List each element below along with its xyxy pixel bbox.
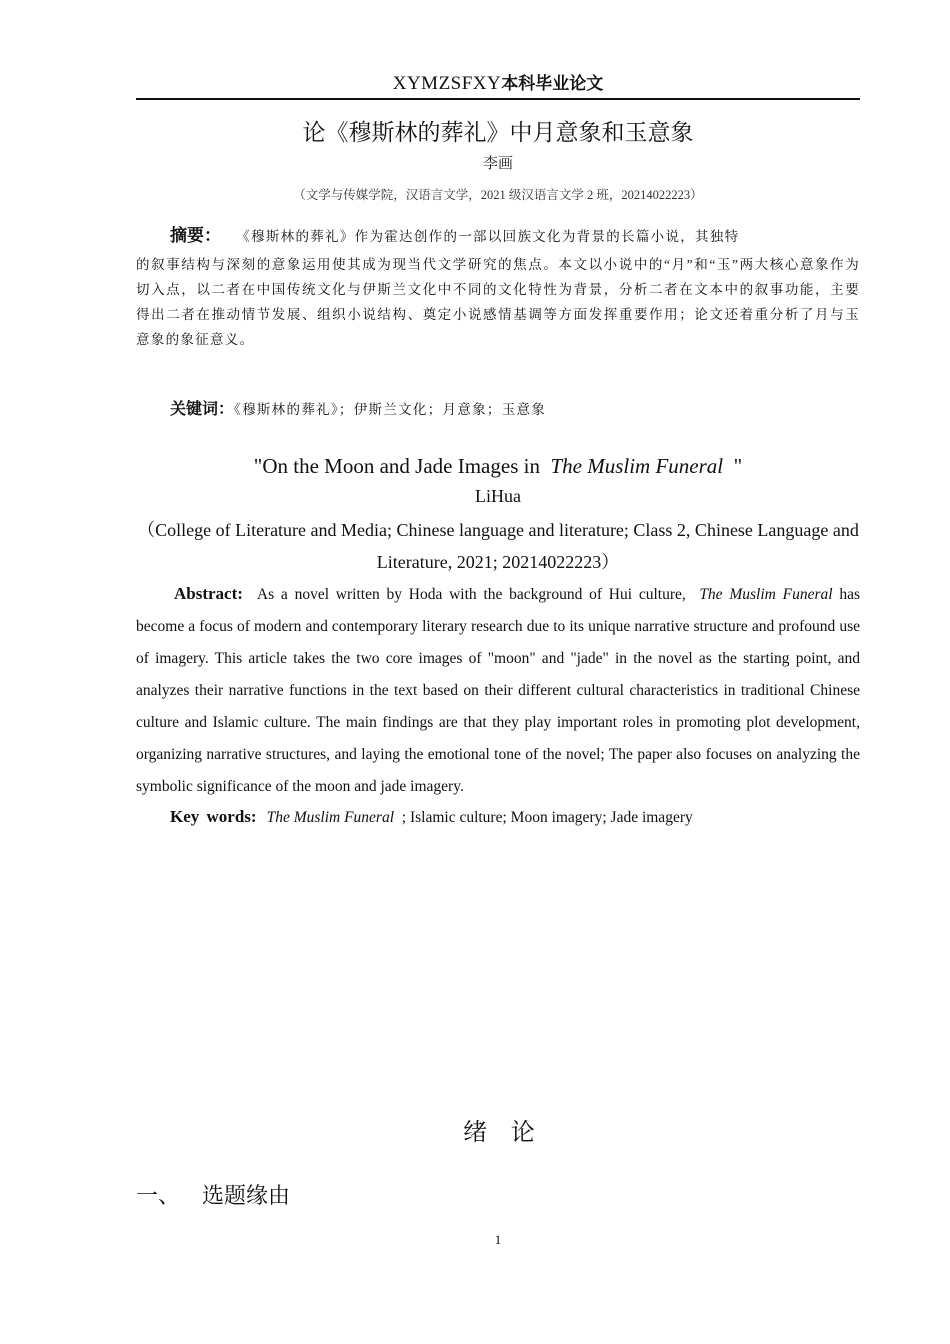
header-rule	[136, 98, 860, 100]
subsection-title: 选题缘由	[202, 1184, 291, 1209]
header-suffix: 本科毕业论文	[501, 74, 604, 94]
english-title-suffix: "	[733, 454, 743, 478]
paper-title: 论《穆斯林的葬礼》中月意象和玉意象	[302, 120, 694, 146]
chinese-abstract-first-line	[136, 224, 860, 249]
english-title-italic: The Muslim Funeral	[550, 454, 724, 478]
english-abstract-body: has become a focus of modern and contemporary literary research due to its unique narrative structure and profound use of imagery. This article takes the two core images of "moon" and "jade" in the novel as the starting point, and analyzes their narrative functions in the text based on their different cultural characteristics in traditional Chinese culture and Islamic culture. The main findings are that they play important roles in promoting plot development, organizing narrative structures, and laying the emotional tone of the novel; The paper also focuses on analyzing the symbolic significance of the moon and jade imagery.	[136, 586, 861, 795]
english-title	[136, 450, 860, 482]
chinese-abstract-body: 的叙事结构与深刻的意象运用使其成为现当代文学研究的焦点。本文以小说中的“月”和“玉”两大核心意象作为切入点，以二者在中国传统文化与伊斯兰文化中不同的文化特性为背景，分析二者在文本中的叙事功能，主要得出二者在推动情节发展、组织小说结构、奠定小说感情基调等方面发挥重要作用；论文还着重分析了月与玉意象的象征意义。	[136, 257, 860, 347]
english-keywords-label: Key words:	[170, 807, 257, 826]
subsection-heading	[136, 1180, 290, 1214]
english-author: LiHua	[475, 486, 521, 506]
page-number: 1	[494, 1232, 502, 1247]
english-keywords	[170, 802, 693, 833]
subsection-number: 一、	[136, 1184, 181, 1209]
chinese-keywords-text: 《穆斯林的葬礼》；伊斯兰文化；月意象；玉意象	[234, 402, 547, 417]
english-abstract-lead: As a novel written by Hoda with the background of Hui culture,	[256, 586, 686, 603]
english-title-prefix: "On the Moon and Jade Images in	[253, 454, 540, 478]
header-code: XYMZSFXY	[392, 73, 502, 94]
running-header	[136, 70, 860, 98]
chinese-abstract-lead: 《穆斯林的葬礼》作为霍达创作的一部以回族文化为背景的长篇小说，其独特	[243, 229, 740, 244]
chinese-keywords-label: 关键词：	[170, 399, 235, 418]
english-affiliation: （College of Literature and Media; Chinese language and literature; Class 2, Chinese Language and Literature, 2021; 20214022223）	[137, 520, 859, 572]
author-affiliation: （文学与传媒学院，汉语言文学，2021 级汉语言文学 2 班，20214022223）	[293, 188, 703, 202]
section-title: 绪 论	[463, 1118, 543, 1146]
english-abstract-label: Abstract:	[174, 584, 243, 603]
chinese-abstract	[136, 224, 860, 352]
english-keywords-rest: ; Islamic culture; Moon imagery; Jade imagery	[401, 809, 693, 826]
chinese-abstract-label: 摘要：	[170, 226, 221, 246]
english-abstract-italic: The Muslim Funeral	[699, 586, 833, 603]
chinese-keywords	[170, 396, 546, 423]
author-name: 李画	[482, 154, 513, 172]
english-abstract	[136, 578, 860, 803]
english-keywords-italic: The Muslim Funeral	[266, 809, 395, 826]
